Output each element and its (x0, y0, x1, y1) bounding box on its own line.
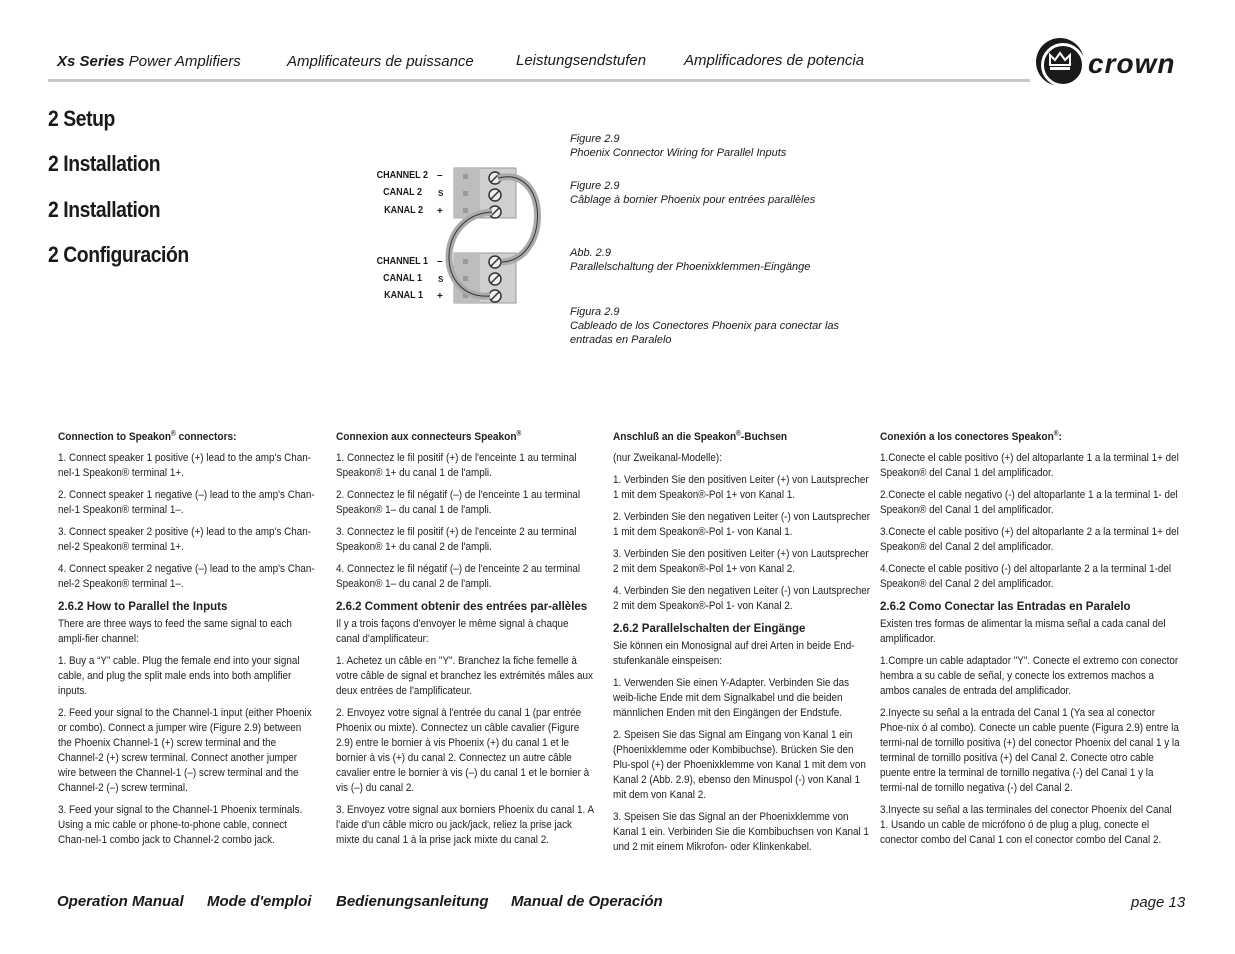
col-en-item: 3. Connect speaker 2 positive (+) lead to the amp's Chan-nel-2 Speakon® terminal 1+. (58, 526, 312, 553)
col-fr-subheading: 2.6.2 Comment obtenir des entrées par-allèles (336, 601, 588, 613)
col-fr-para: 3. Envoyez votre signal aux borniers Phoenix du canal 1. A l'aide d'un câble micro ou jack/jack, reliez la prise jack mixte du canal 1 à la prise jack mixte du canal 2. (336, 804, 594, 846)
caption-es-text: Cableado de los Conectores Phoenix para conectar las entradas en Paralelo (570, 320, 840, 346)
ch1-sign-plus: + (437, 291, 443, 302)
column-german (613, 430, 871, 862)
title-spanish: 2 Configuración (48, 242, 189, 267)
col-es-para: 2.Inyecte su señal a la entrada del Canal 1 (Ya sea al conector Phoe-nix ó al combo). Conecte un cable puente (Figura 2.9) entre la termi-nal de tornillo positiva (+) del conector Phoenix del canal 1 y la terminal de tornillo positiva (+) del Canal 2. Conecte otro cable puente entre la terminal de tornillo negativa (-) del Canal 1 y la termi-nal de tornillo negativa (-) del Canal 2. (880, 707, 1180, 794)
col-en-para: 2. Feed your signal to the Channel-1 input (either Phoenix or combo). Connect a jumper wire (Figure 2.9) between the Phoenix Channel-1 (+) screw terminal and the Channel-2 (+) screw terminal. Connect another jumper wire between the Channel-1 (–) screw terminal and the Channel-2 (–) screw terminal. (58, 707, 312, 794)
col-es-para: 3.Inyecte su señal a las terminales del conector Phoenix del Canal 1. Usando un cable de micrófono ó de plug a plug, conecte el conector combo del Canal 1 con el conector combo del Canal 2. (880, 804, 1172, 846)
crown-logo (1036, 38, 1186, 88)
header-series: Xs Series Power Amplifiers (57, 53, 241, 70)
crown-wordmark: crown (1088, 48, 1176, 79)
caption-en (570, 132, 880, 160)
column-french (336, 430, 594, 855)
col-de-item: 2. Verbinden Sie den negativen Leiter (-) von Lautsprecher 1 mit dem Speakon®-Pol 1- von Kanal 1. (613, 511, 871, 538)
header-french: Amplificateurs de puissance (287, 53, 474, 70)
caption-en-label: Figure 2.9 (570, 133, 620, 145)
footer-french: Mode d'emploi (207, 893, 312, 910)
header-german: Leistungsendstufen (516, 52, 647, 69)
col-fr-para: 1. Achetez un câble en "Y". Branchez la fiche femelle à votre câble de signal et branchez les extrémités mâles aux deux entrées de l'amplificateur. (336, 655, 593, 697)
caption-es (570, 305, 880, 347)
ch2-label-fr: CANAL 2 (383, 187, 422, 198)
col-de-para: 1. Verwenden Sie einen Y-Adapter. Verbinden Sie das weib-liche Ende mit dem Signalkabel und die beiden männlichen Enden mit den Eingängen der Endstufe. (613, 677, 850, 719)
col-es-subheading: 2.6.2 Como Conectar las Entradas en Paralelo (880, 601, 1131, 613)
col-en-subheading: 2.6.2 How to Parallel the Inputs (58, 601, 228, 613)
col-de-item: 4. Verbinden Sie den negativen Leiter (-) von Lautsprecher 2 mit dem Speakon®-Pol 1- von Kanal 2. (613, 585, 871, 612)
caption-en-text: Phoenix Connector Wiring for Parallel Inputs (570, 147, 787, 159)
col-de-subheading: 2.6.2 Parallelschalten der Eingänge (613, 623, 806, 635)
caption-es-label: Figura 2.9 (570, 306, 620, 318)
footer-german: Bedienungsanleitung (336, 893, 489, 910)
col-es-item: 1.Conecte el cable positivo (+) del altoparlante 1 a la terminal 1+ del Speakon® del Canal 1 del amplificador. (880, 452, 1179, 479)
ch1-label-en: CHANNEL 1 (376, 256, 428, 267)
col-fr-item: 3. Connectez le fil positif (+) de l'enceinte 2 au terminal Speakon® 1+ du canal 2 de l'ampli. (336, 526, 577, 553)
col-es-item: 3.Conecte el cable positivo (+) del altoparlante 2 a la terminal 1+ del Speakon® del Canal 2 del amplificador. (880, 526, 1179, 553)
ch2-label-de: KANAL 2 (384, 205, 423, 216)
col-es-heading: Conexión a los conectores Speakon®: (880, 430, 1062, 443)
col-fr-para: Il y a trois façons d'envoyer le même signal à chaque canal d'amplificateur: (336, 618, 569, 645)
caption-de (570, 246, 880, 274)
crown-glyph-icon (1048, 51, 1072, 73)
title-german: 2 Installation (48, 197, 161, 222)
col-en-heading: Connection to Speakon® connectors: (58, 430, 237, 443)
col-en-item: 1. Connect speaker 1 positive (+) lead to the amp's Chan-nel-1 Speakon® terminal 1+. (58, 452, 312, 479)
col-fr-item: 1. Connectez le fil positif (+) de l'enceinte 1 au terminal Speakon® 1+ du canal 1 de l'ampli. (336, 452, 577, 479)
ch2-sign-minus: – (437, 170, 443, 181)
ch1-label-de: KANAL 1 (384, 290, 423, 301)
caption-fr-text: Câblage à bornier Phoenix pour entrées parallèles (570, 194, 816, 206)
col-es-para: Existen tres formas de alimentar la misma señal a cada canal del amplificador. (880, 618, 1166, 645)
page-header (0, 0, 1235, 90)
title-french: 2 Installation (48, 151, 161, 176)
col-en-item: 4. Connect speaker 2 negative (–) lead to the amp's Chan-nel-2 Speakon® terminal 1–. (58, 563, 315, 590)
col-fr-item: 4. Connectez le fil négatif (–) de l'enceinte 2 au terminal Speakon® 1– du canal 2 de l'ampli. (336, 563, 581, 590)
col-de-para: 3. Speisen Sie das Signal an der Phoenixklemme von Kanal 1 ein. Verbinden Sie die Kombibuchsen von Kanal 1 und 2 mit einem Mikrofon- oder Klinkenkabel. (613, 811, 869, 853)
ch1-label-fr: CANAL 1 (383, 273, 422, 284)
header-spanish: Amplificadores de potencia (684, 52, 865, 69)
ch2-sign-plus: + (437, 206, 443, 217)
col-es-para: 1.Compre un cable adaptador "Y". Conecte el extremo con conector hembra a su cable de señal, y conecte los extremos machos a ambos canales de entrada del amplificador. (880, 655, 1179, 697)
page-number: page 13 (1131, 894, 1186, 911)
col-es-item: 4.Conecte el cable positivo (-) del altoparlante 2 a la terminal 1-del Speakon® del Canal 2 del amplificador. (880, 563, 1172, 590)
col-de-note: (nur Zweikanal-Modelle): (613, 452, 722, 464)
title-english: 2 Setup (48, 106, 115, 131)
caption-fr (570, 179, 880, 207)
caption-de-text: Parallelschaltung der Phoenixklemmen-Eingänge (570, 261, 811, 273)
ch1-sign-minus: – (437, 256, 443, 267)
column-english (58, 430, 316, 855)
column-spanish (880, 430, 1180, 855)
col-en-para: There are three ways to feed the same signal to each ampli-fier channel: (58, 618, 292, 645)
col-de-para: Sie können ein Monosignal auf drei Arten in beide End-stufenkanäle einspeisen: (613, 640, 855, 667)
col-fr-para: 2. Envoyez votre signal à l'entrée du canal 1 (par entrée Phoenix ou mixte). Connectez un câble cavalier (Figure 2.9) entre le bornier à vis Phoenix (+) du canal 1 et le bornier à vis (+) du canal 2. Connectez un autre câble cavalier entre le bornier à vis (–) du canal 1 et le bornier à vis (–) du canal 2. (336, 707, 590, 794)
ch1-sign-s: S (438, 275, 444, 284)
ch2-sign-s: S (438, 189, 444, 198)
header-rule (48, 79, 1030, 82)
phoenix-connectors-drawing (440, 160, 560, 310)
col-en-para: 3. Feed your signal to the Channel-1 Phoenix terminals. Using a mic cable or phone-to-phone cable, connect Chan-nel-1 combo jack to Channel-2 combo jack. (58, 804, 303, 846)
col-en-item: 2. Connect speaker 1 negative (–) lead to the amp's Chan-nel-1 Speakon® terminal 1–. (58, 489, 315, 516)
caption-de-label: Abb. 2.9 (570, 247, 611, 259)
col-de-item: 3. Verbinden Sie den positiven Leiter (+) von Lautsprecher 2 mit dem Speakon®-Pol 1+ von Kanal 2. (613, 548, 869, 575)
col-fr-item: 2. Connectez le fil négatif (–) de l'enceinte 1 au terminal Speakon® 1– du canal 1 de l'ampli. (336, 489, 581, 516)
col-fr-heading: Connexion aux connecteurs Speakon® (336, 430, 522, 443)
col-de-heading: Anschluß an die Speakon®-Buchsen (613, 430, 788, 443)
caption-fr-label: Figure 2.9 (570, 180, 620, 192)
ch2-label-en: CHANNEL 2 (376, 170, 428, 181)
col-es-item: 2.Conecte el cable negativo (-) del altoparlante 1 a la terminal 1- del Speakon® del Canal 1 del amplificador. (880, 489, 1178, 516)
col-de-para: 2. Speisen Sie das Signal am Eingang von Kanal 1 ein (Phoenixklemme oder Kombibuchse). Brücken Sie den Plu-spol (+) der Phoenixklemme von Kanal 1 mit dem von Kanal 2 (Abb. 2.9), ebenso den Minuspol (-) von Kanal 1 mit dem von Kanal 2. (613, 729, 866, 801)
col-en-para: 1. Buy a “Y” cable. Plug the female end into your signal cable, and plug the split male ends into both amplifier inputs. (58, 655, 300, 697)
footer-english: Operation Manual (57, 893, 184, 910)
col-de-item: 1. Verbinden Sie den positiven Leiter (+) von Lautsprecher 1 mit dem Speakon®-Pol 1+ von Kanal 1. (613, 474, 869, 501)
footer-spanish: Manual de Operación (511, 893, 663, 910)
